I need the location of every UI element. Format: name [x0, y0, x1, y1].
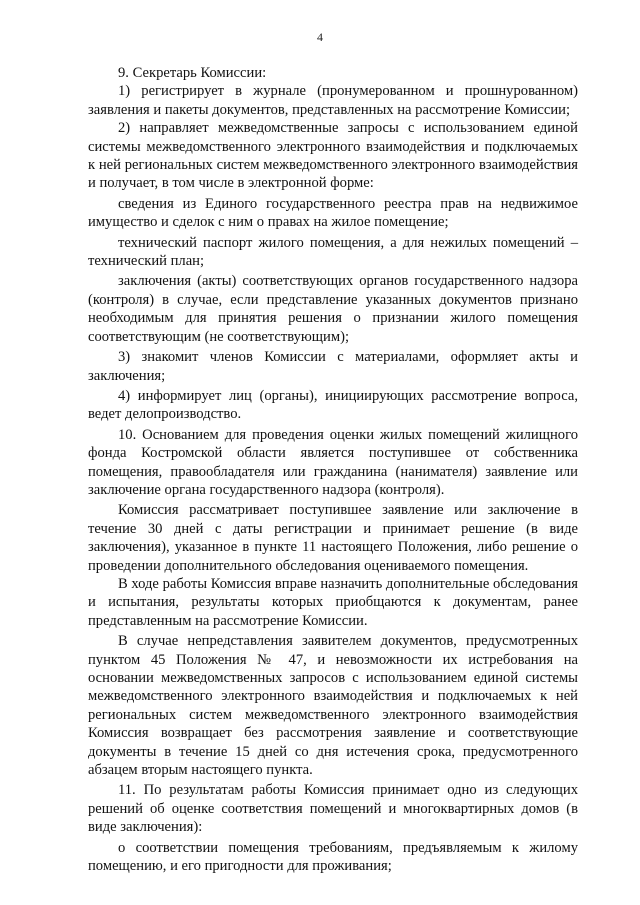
paragraph-additional-inspection: В ходе работы Комиссия вправе назначить дополнительные обследования и испытания, результаты которых приобщаются к документам, ранее представленным на рассмотрение Комиссии. — [88, 575, 578, 629]
paragraph-non-submission: В случае непредставления заявителем документов, предусмотренных пунктом 45 Положения № 47, и невозможности их истребования на основании межведомственных запросов с использованием единой системы межведомственного электронного взаимодействия и подключаемых к ней региональных систем межведомственного электронного взаимодействия Комиссия возвращает без рассмотрения заявление и соответствующие документы в течение 15 дней со дня истечения срока, предусмотренного абзацем вторым настоящего пункта. — [88, 633, 578, 779]
paragraph-secretary-heading: 9. Секретарь Комиссии: — [118, 65, 267, 81]
paragraph-tech-passport: технический паспорт жилого помещения, а для нежилых помещений – технический план; — [88, 234, 578, 270]
paragraph-supervision-conclusions: заключения (акты) соответствующих органов государственного надзора (контроля) в случае, если представление указанных документов признано необходимым для принятия решения о признании жилого помещения соответствующим (не соответствующим); — [88, 273, 578, 345]
document-body — [88, 64, 578, 875]
page-number: 4 — [317, 30, 323, 44]
paragraph-review-period: Комиссия рассматривает поступившее заявление или заключение в течение 30 дней с даты регистрации и принимает решение (в виде заключения), указанное в пункте 11 настоящего Положения, либо решение о проведении дополнительного обследования оцениваемого помещения. — [88, 502, 578, 574]
paragraph-item-2: 2) направляет межведомственные запросы с использованием единой системы межведомственного электронного взаимодействия и подключаемых к ней региональных систем межведомственного электронного взаимодействия и получает, в том числе в электронной форме: — [88, 120, 578, 192]
paragraph-registry-info: сведения из Единого государственного реестра прав на недвижимое имущество и сделок с ним о правах на жилое помещение; — [88, 195, 578, 231]
paragraph-item-1: 1) регистрирует в журнале (пронумерованном и прошнурованном) заявления и пакеты документов, представленных на рассмотрение Комиссии; — [88, 83, 578, 118]
paragraph-10-basis: 10. Основанием для проведения оценки жилых помещений жилищного фонда Костромской области является поступившее от собственника помещения, правообладателя или гражданина (нанимателя) заявление или заключение органа государственного надзора (контроля). — [88, 426, 578, 498]
paragraph-11-decisions: 11. По результатам работы Комиссия принимает одно из следующих решений об оценке соответствия помещений и многоквартирных домов (в виде заключения): — [88, 782, 578, 836]
paragraph-item-4: 4) информирует лиц (органы), инициирующих рассмотрение вопроса, ведет делопроизводство. — [88, 387, 578, 423]
paragraph-compliance-decision: о соответствии помещения требованиям, предъявляемым к жилому помещению, и его пригодности для проживания; — [88, 839, 578, 875]
paragraph-item-3: 3) знакомит членов Комиссии с материалами, оформляет акты и заключения; — [88, 349, 578, 384]
